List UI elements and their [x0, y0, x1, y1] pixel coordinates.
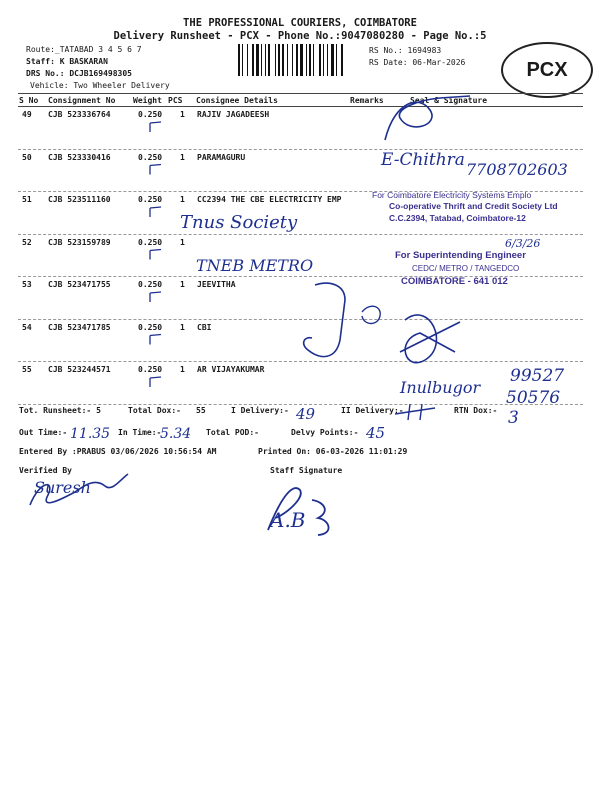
row-weight: 0.250	[138, 237, 163, 247]
stamp-date-handwritten: 6/3/26	[505, 237, 541, 250]
row51-handwritten-note: Tnus Society	[180, 212, 298, 233]
ii-delivery-label: II Delivery:-	[341, 406, 404, 415]
i-delivery-label: I Delivery:-	[231, 406, 289, 415]
vehicle-label: Vehicle: Two Wheeler Delivery	[30, 81, 170, 90]
row-consignee: AR VIJAYAKUMAR	[197, 365, 265, 374]
rs-number: RS No.: 1694983	[369, 46, 442, 55]
in-time-value: 5.34	[160, 426, 192, 442]
out-time-value: 11.35	[70, 426, 111, 442]
row-consignee: JEEVITHA	[197, 280, 236, 289]
society-stamp-line1: For Coimbatore Electricity Systems Emplo	[372, 190, 532, 200]
pcx-badge-label: PCX	[526, 58, 568, 81]
row-sno: 54	[22, 322, 32, 332]
verified-by-label: Verified By	[19, 466, 72, 475]
staff-signature-label: Staff Signature	[270, 466, 343, 475]
seal-line1: For Superintending Engineer	[395, 250, 526, 261]
row-consignment: CJB 523471785	[48, 322, 111, 332]
society-stamp-line3: C.C.2394, Tatabad, Coimbatore-12	[389, 213, 526, 223]
row-weight: 0.250	[138, 322, 163, 332]
seal-line3: COIMBATORE - 641 012	[401, 276, 508, 287]
runsheet-subtitle: Delivery Runsheet - PCX - Phone No.:9047080280 - Page No.:5	[113, 30, 487, 42]
row55-signature: Inulbugor	[400, 378, 481, 397]
row-pcs: 1	[180, 322, 185, 332]
in-time-label: In Time:-	[118, 428, 162, 437]
row-consignment: CJB 523159789	[48, 237, 111, 247]
row49-signature-scribble	[385, 96, 470, 140]
col-remarks: Remarks	[350, 96, 384, 105]
row-pcs: 1	[180, 365, 185, 374]
row-sno: 49	[22, 110, 32, 119]
row-sno: 52	[22, 237, 32, 247]
row-pcs: 1	[180, 195, 185, 204]
rtn-dox-value: 3	[508, 408, 519, 428]
row-consignment: CJB 523511160	[48, 195, 111, 204]
row-consignment: CJB 523244571	[48, 365, 111, 374]
row-pcs: 1	[180, 110, 185, 119]
row-pcs: 1	[180, 237, 185, 247]
row-weight: 0.250	[138, 195, 163, 204]
route-label: Route:_TATABAD 3 4 5 6 7	[26, 45, 142, 54]
col-weight: Weight	[133, 96, 162, 105]
row-weight: 0.250	[138, 280, 163, 289]
total-pod-label: Total POD:-	[206, 428, 259, 437]
col-consignment: Consignment No	[48, 96, 116, 105]
staff-signature: A.B	[270, 508, 306, 532]
row55-number-2: 50576	[506, 388, 561, 408]
total-dox-label: Total Dox:-	[128, 406, 181, 415]
col-sno: S No	[19, 96, 39, 105]
row-consignment: CJB 523471755	[48, 280, 111, 289]
rtn-dox-label: RTN Dox:-	[454, 406, 498, 415]
row-consignee: CBI	[197, 322, 212, 332]
tot-runsheet: Tot. Runsheet:- 5	[19, 406, 101, 415]
row-consignee: PARAMAGURU	[197, 152, 246, 162]
drs-number: DRS No.: DCJB169498305	[26, 69, 132, 78]
row-consignment: CJB 523336764	[48, 110, 111, 119]
col-consignee: Consignee Details	[196, 96, 278, 105]
row-consignment: CJB 523330416	[48, 152, 111, 162]
company-title: THE PROFESSIONAL COURIERS, COIMBATORE	[183, 17, 417, 29]
seal-line2: CEDC/ METRO / TANGEDCO	[412, 264, 520, 273]
printed-on: Printed On: 06-03-2026 11:01:29	[258, 447, 408, 456]
row50-signature: E-Chithra	[381, 150, 465, 170]
col-pcs: PCS	[168, 96, 183, 105]
out-time-label: Out Time:-	[19, 428, 68, 437]
row-consignee: CC2394 THE CBE ELECTRICITY EMP	[197, 195, 342, 204]
row-consignee: RAJIV JAGADEESH	[197, 110, 270, 119]
row52-handwritten-note: TNEB METRO	[196, 256, 314, 275]
total-dox-value: 55	[196, 406, 206, 415]
row-weight: 0.250	[138, 365, 163, 374]
row-sno: 50	[22, 152, 32, 162]
delvy-points-label: Delvy Points:-	[291, 428, 359, 437]
row-weight: 0.250	[138, 152, 163, 162]
delvy-points-value: 45	[366, 424, 386, 442]
i-delivery-value: 49	[296, 405, 316, 423]
row55-number-1: 99527	[510, 366, 565, 386]
row50-phone: 7708702603	[466, 160, 568, 179]
row-sno: 55	[22, 365, 32, 374]
verified-by-signature: Suresh	[34, 478, 91, 497]
staff-label: Staff: K BASKARAN	[26, 57, 108, 66]
row54-signature-scribble	[400, 315, 460, 363]
row-pcs: 1	[180, 280, 185, 289]
entered-by: Entered By :PRABUS 03/06/2026 10:56:54 AM	[19, 447, 217, 456]
col-seal-signature: Seal & Signature	[410, 96, 488, 105]
row53-signature-scribble	[304, 283, 345, 356]
rs-date: RS Date: 06-Mar-2026	[369, 58, 466, 67]
row-weight: 0.250	[138, 110, 163, 119]
row-pcs: 1	[180, 152, 185, 162]
row-sno: 51	[22, 195, 32, 204]
row-sno: 53	[22, 280, 32, 289]
society-stamp-line2: Co-operative Thrift and Credit Society Ltd	[389, 201, 558, 211]
row53-circle-mark	[362, 306, 380, 323]
